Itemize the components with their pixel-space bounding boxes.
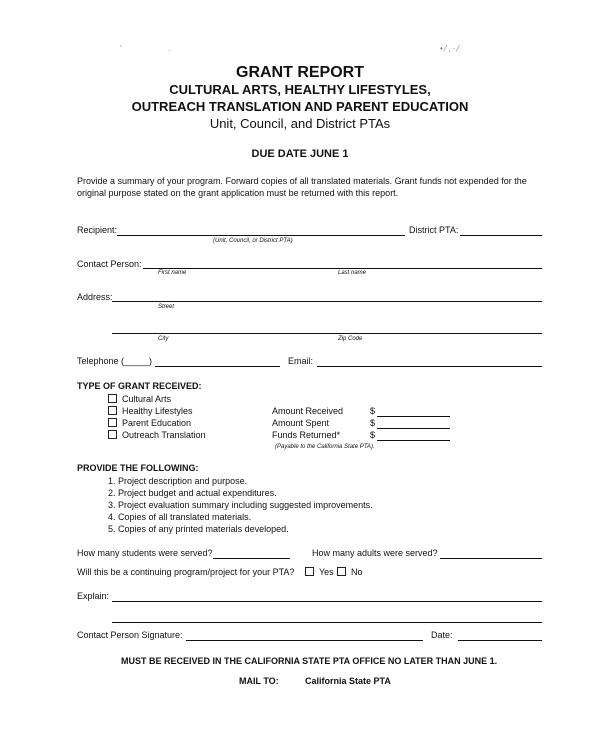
contact-person-field[interactable] — [143, 268, 542, 269]
payable-note: (Payable to the California State PTA). — [275, 444, 375, 450]
checkbox-icon[interactable] — [108, 406, 117, 415]
city-hint: City — [158, 336, 169, 342]
provide-item: 4. Copies of all translated materials. — [108, 512, 252, 522]
option-cultural-arts[interactable] — [108, 394, 171, 404]
intro-line-2: original purpose stated on the grant application must be returned with this report. — [77, 188, 399, 198]
telephone-field[interactable] — [155, 366, 280, 367]
deadline-notice: MUST BE RECEIVED IN THE CALIFORNIA STATE PTA OFFICE NO LATER THAN JUNE 1. — [121, 656, 498, 666]
checkbox-icon[interactable] — [305, 567, 314, 576]
scan-mark-right: • ⁄ ‚ · ⁄ — [440, 44, 459, 53]
adults-served-label: How many adults were served? — [312, 548, 438, 558]
dollar-sign: $ — [370, 406, 376, 416]
provide-item: 2. Project budget and actual expenditures. — [108, 488, 277, 498]
first-name-hint: First name — [158, 270, 187, 276]
provide-heading: PROVIDE THE FOLLOWING: — [77, 463, 199, 473]
option-label: Yes — [319, 567, 334, 577]
address-city-field[interactable] — [112, 333, 542, 334]
street-hint: Street — [158, 304, 175, 310]
option-label: No — [351, 567, 363, 577]
zip-hint: Zip Code — [338, 336, 363, 342]
explain-field-2[interactable] — [112, 622, 542, 623]
amount-spent-label: Amount Spent — [272, 418, 330, 428]
subtitle-line-2: OUTREACH TRANSLATION AND PARENT EDUCATION — [131, 99, 469, 114]
telephone-area-code: (_____) — [121, 356, 153, 366]
provide-item: 3. Project evaluation summary including suggested improvements. — [108, 500, 373, 510]
provide-item: 5. Copies of any printed materials developed. — [108, 524, 289, 534]
date-field[interactable] — [458, 640, 542, 641]
checkbox-icon[interactable] — [108, 394, 117, 403]
contact-person-label: Contact Person: — [77, 259, 142, 269]
telephone-label: Telephone — [77, 356, 119, 366]
last-name-hint: Last name — [338, 270, 367, 276]
continuing-program-label: Will this be a continuing program/project for your PTA? — [77, 567, 295, 577]
students-served-field[interactable] — [213, 558, 290, 559]
checkbox-icon[interactable] — [108, 418, 117, 427]
scan-mark-left: ‘ — [120, 44, 122, 53]
adults-served-field[interactable] — [440, 558, 542, 559]
explain-field-1[interactable] — [112, 601, 542, 602]
due-date: DUE DATE JUNE 1 — [251, 148, 349, 160]
email-field[interactable] — [317, 366, 542, 367]
signature-label: Contact Person Signature: — [77, 630, 183, 640]
page-title: GRANT REPORT — [236, 64, 364, 81]
signature-field[interactable] — [186, 640, 423, 641]
subtitle-line-1: CULTURAL ARTS, HEALTHY LIFESTYLES, — [169, 82, 431, 97]
amount-spent-field[interactable] — [377, 428, 450, 429]
date-label: Date: — [431, 630, 453, 640]
address-street-field[interactable] — [112, 301, 542, 302]
checkbox-icon[interactable] — [108, 430, 117, 439]
mail-to-address: California State PTA — [305, 676, 391, 686]
amount-received-field[interactable] — [377, 416, 450, 417]
funds-returned-label: Funds Returned* — [272, 430, 341, 440]
address-label: Address: — [77, 292, 113, 302]
dollar-sign: $ — [370, 430, 376, 440]
option-parent-education[interactable] — [108, 418, 191, 428]
grant-type-heading: TYPE OF GRANT RECEIVED: — [77, 381, 202, 391]
district-pta-label: District PTA: — [409, 225, 459, 235]
option-label: Parent Education — [122, 418, 192, 428]
option-label: Cultural Arts — [122, 394, 172, 404]
funds-returned-field[interactable] — [377, 440, 450, 441]
district-pta-field[interactable] — [460, 235, 542, 236]
recipient-label: Recipient: — [77, 225, 118, 235]
subtitle-line-3: Unit, Council, and District PTAs — [209, 116, 391, 131]
option-healthy-lifestyles[interactable] — [108, 406, 193, 416]
recipient-field[interactable] — [117, 235, 405, 236]
option-label: Outreach Translation — [122, 430, 206, 440]
scan-mark-left2: . — [168, 44, 171, 53]
students-served-label: How many students were served? — [77, 548, 213, 558]
amount-received-label: Amount Received — [272, 406, 344, 416]
option-outreach-translation[interactable] — [108, 430, 206, 440]
email-label: Email: — [288, 356, 314, 366]
intro-line-1: Provide a summary of your program. Forward copies of all translated materials. Grant funds not expended for the — [77, 176, 527, 186]
option-no[interactable] — [337, 567, 363, 577]
option-label: Healthy Lifestyles — [122, 406, 193, 416]
provide-item: 1. Project description and purpose. — [108, 476, 248, 486]
recipient-hint: (Unit, Council, or District PTA) — [213, 238, 293, 244]
dollar-sign: $ — [370, 418, 376, 428]
explain-label: Explain: — [77, 591, 110, 601]
option-yes[interactable] — [305, 567, 334, 577]
checkbox-icon[interactable] — [337, 567, 346, 576]
mail-to-label: MAIL TO: — [239, 676, 279, 686]
